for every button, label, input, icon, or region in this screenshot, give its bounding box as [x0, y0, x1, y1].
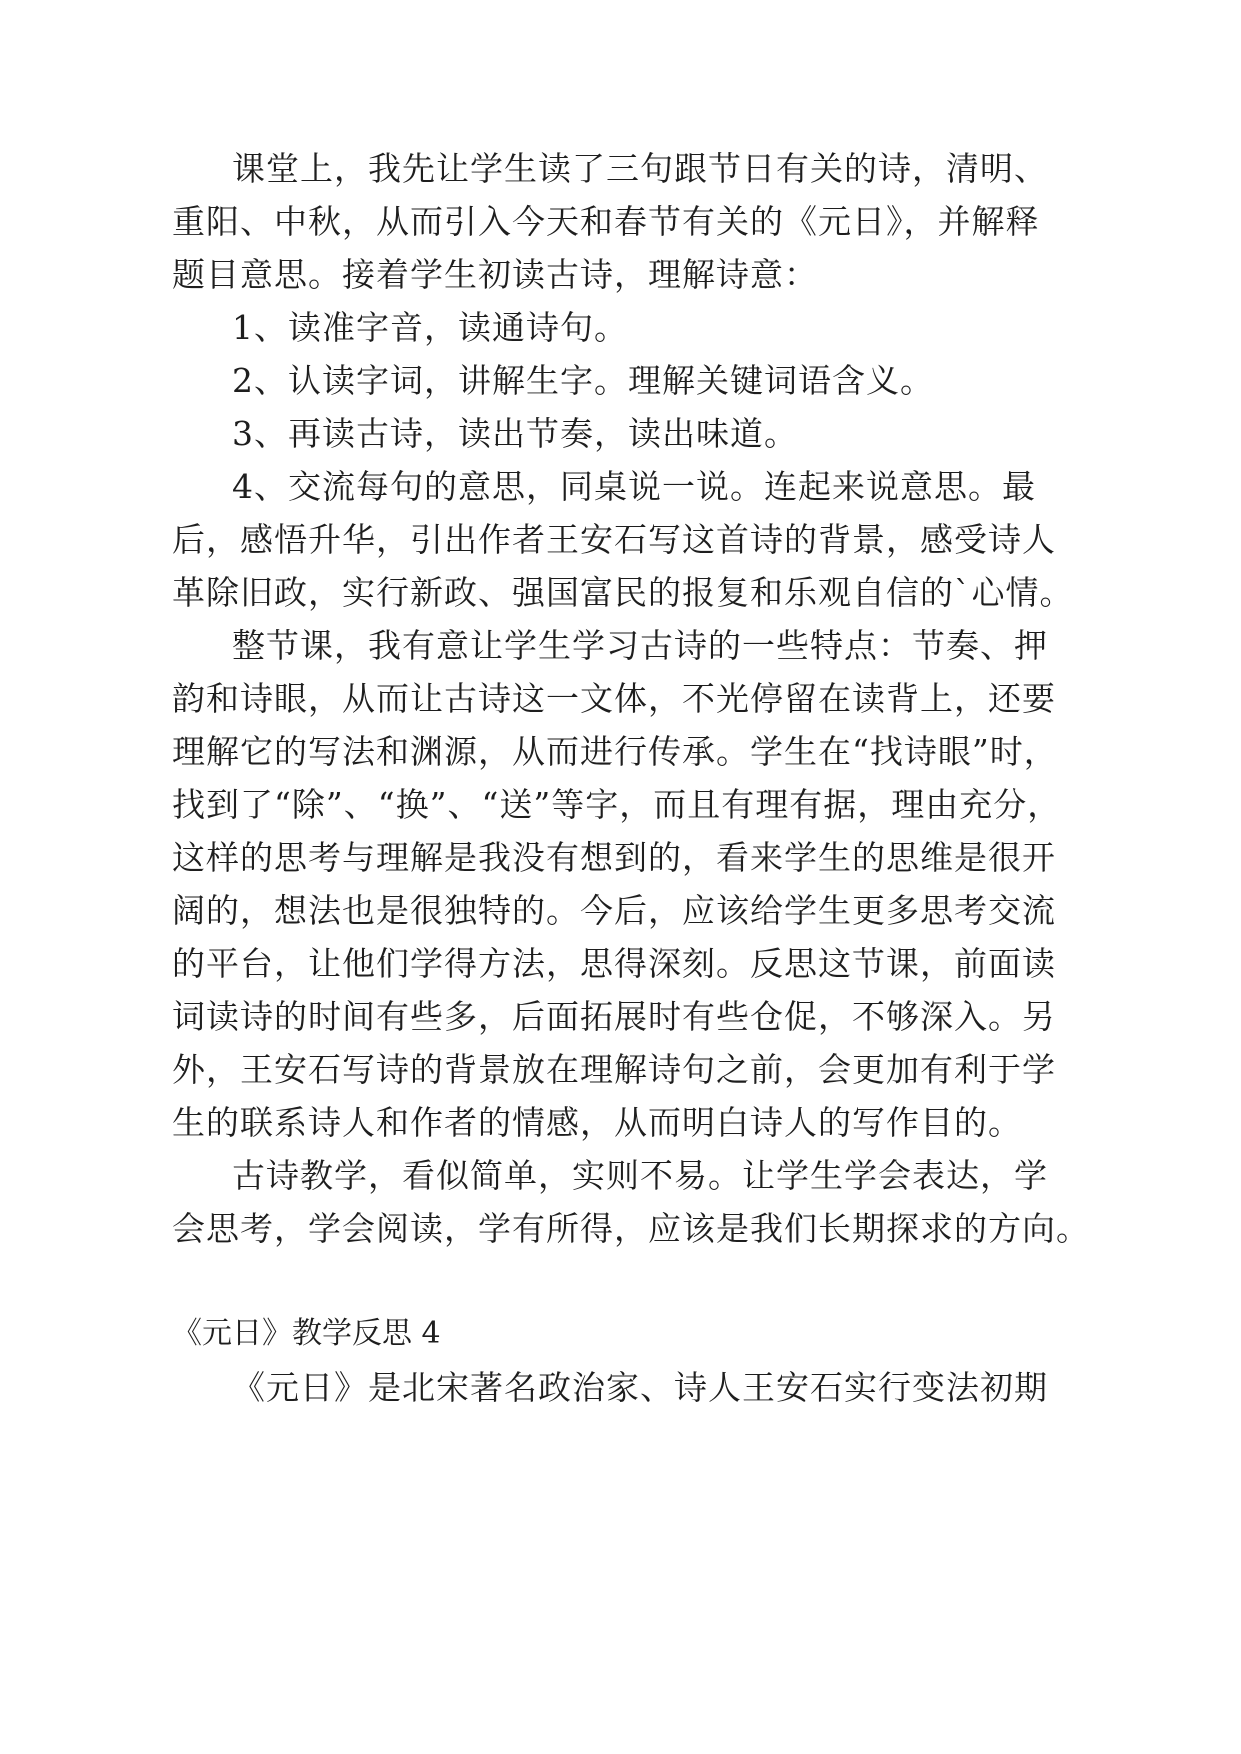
paragraph-3-line-1: 古诗教学，看似简单，实则不易。让学生学会表达，学 — [232, 1156, 1048, 1195]
paragraph-2-line-8: 词读诗的时间有些多，后面拓展时有些仓促，不够深入。另 — [172, 997, 1056, 1036]
paragraph-3-line-2: 会思考，学会阅读，学有所得，应该是我们长期探求的方向。 — [172, 1209, 1090, 1248]
paragraph-1-line-3: 题目意思。接着学生初读古诗，理解诗意： — [172, 255, 818, 294]
paragraph-2-line-2: 韵和诗眼，从而让古诗这一文体，不光停留在读背上，还要 — [172, 679, 1056, 718]
list-item-4-line-2: 后，感悟升华，引出作者王安石写这首诗的背景，感受诗人 — [172, 520, 1056, 559]
list-item-4-line-1: 4、交流每句的意思，同桌说一说。连起来说意思。最 — [232, 467, 1036, 506]
paragraph-2-line-4: 找到了“除”、“换”、“送”等字，而且有理有据，理由充分， — [172, 785, 1062, 824]
paragraph-2-line-3: 理解它的写法和渊源，从而进行传承。学生在“找诗眼”时， — [172, 732, 1058, 771]
paragraph-2-line-6: 阔的，想法也是很独特的。今后，应该给学生更多思考交流 — [172, 891, 1056, 930]
list-item-3: 3、再读古诗，读出节奏，读出味道。 — [232, 414, 798, 453]
section-paragraph-line-1: 《元日》是北宋著名政治家、诗人王安石实行变法初期 — [232, 1368, 1048, 1407]
list-item-4-line-3: 革除旧政，实行新政、强国富民的报复和乐观自信的`心情。 — [172, 573, 1074, 612]
paragraph-2-line-5: 这样的思考与理解是我没有想到的，看来学生的思维是很开 — [172, 838, 1056, 877]
paragraph-1-line-2: 重阳、中秋，从而引入今天和春节有关的《元日》，并解释 — [172, 202, 1040, 241]
paragraph-1-line-1: 课堂上，我先让学生读了三句跟节日有关的诗，清明、 — [232, 149, 1048, 188]
list-item-2: 2、认读字词，讲解生字。理解关键词语含义。 — [232, 361, 934, 400]
paragraph-2-line-10: 生的联系诗人和作者的情感，从而明白诗人的写作目的。 — [172, 1103, 1022, 1142]
paragraph-2-line-1: 整节课，我有意让学生学习古诗的一些特点：节奏、押 — [232, 626, 1048, 665]
paragraph-2-line-7: 的平台，让他们学得方法，思得深刻。反思这节课，前面读 — [172, 944, 1056, 983]
paragraph-2-line-9: 外，王安石写诗的背景放在理解诗句之前，会更加有利于学 — [172, 1050, 1056, 1089]
section-title: 《元日》教学反思 4 — [172, 1316, 441, 1351]
list-item-1: 1、读准字音，读通诗句。 — [232, 308, 628, 347]
